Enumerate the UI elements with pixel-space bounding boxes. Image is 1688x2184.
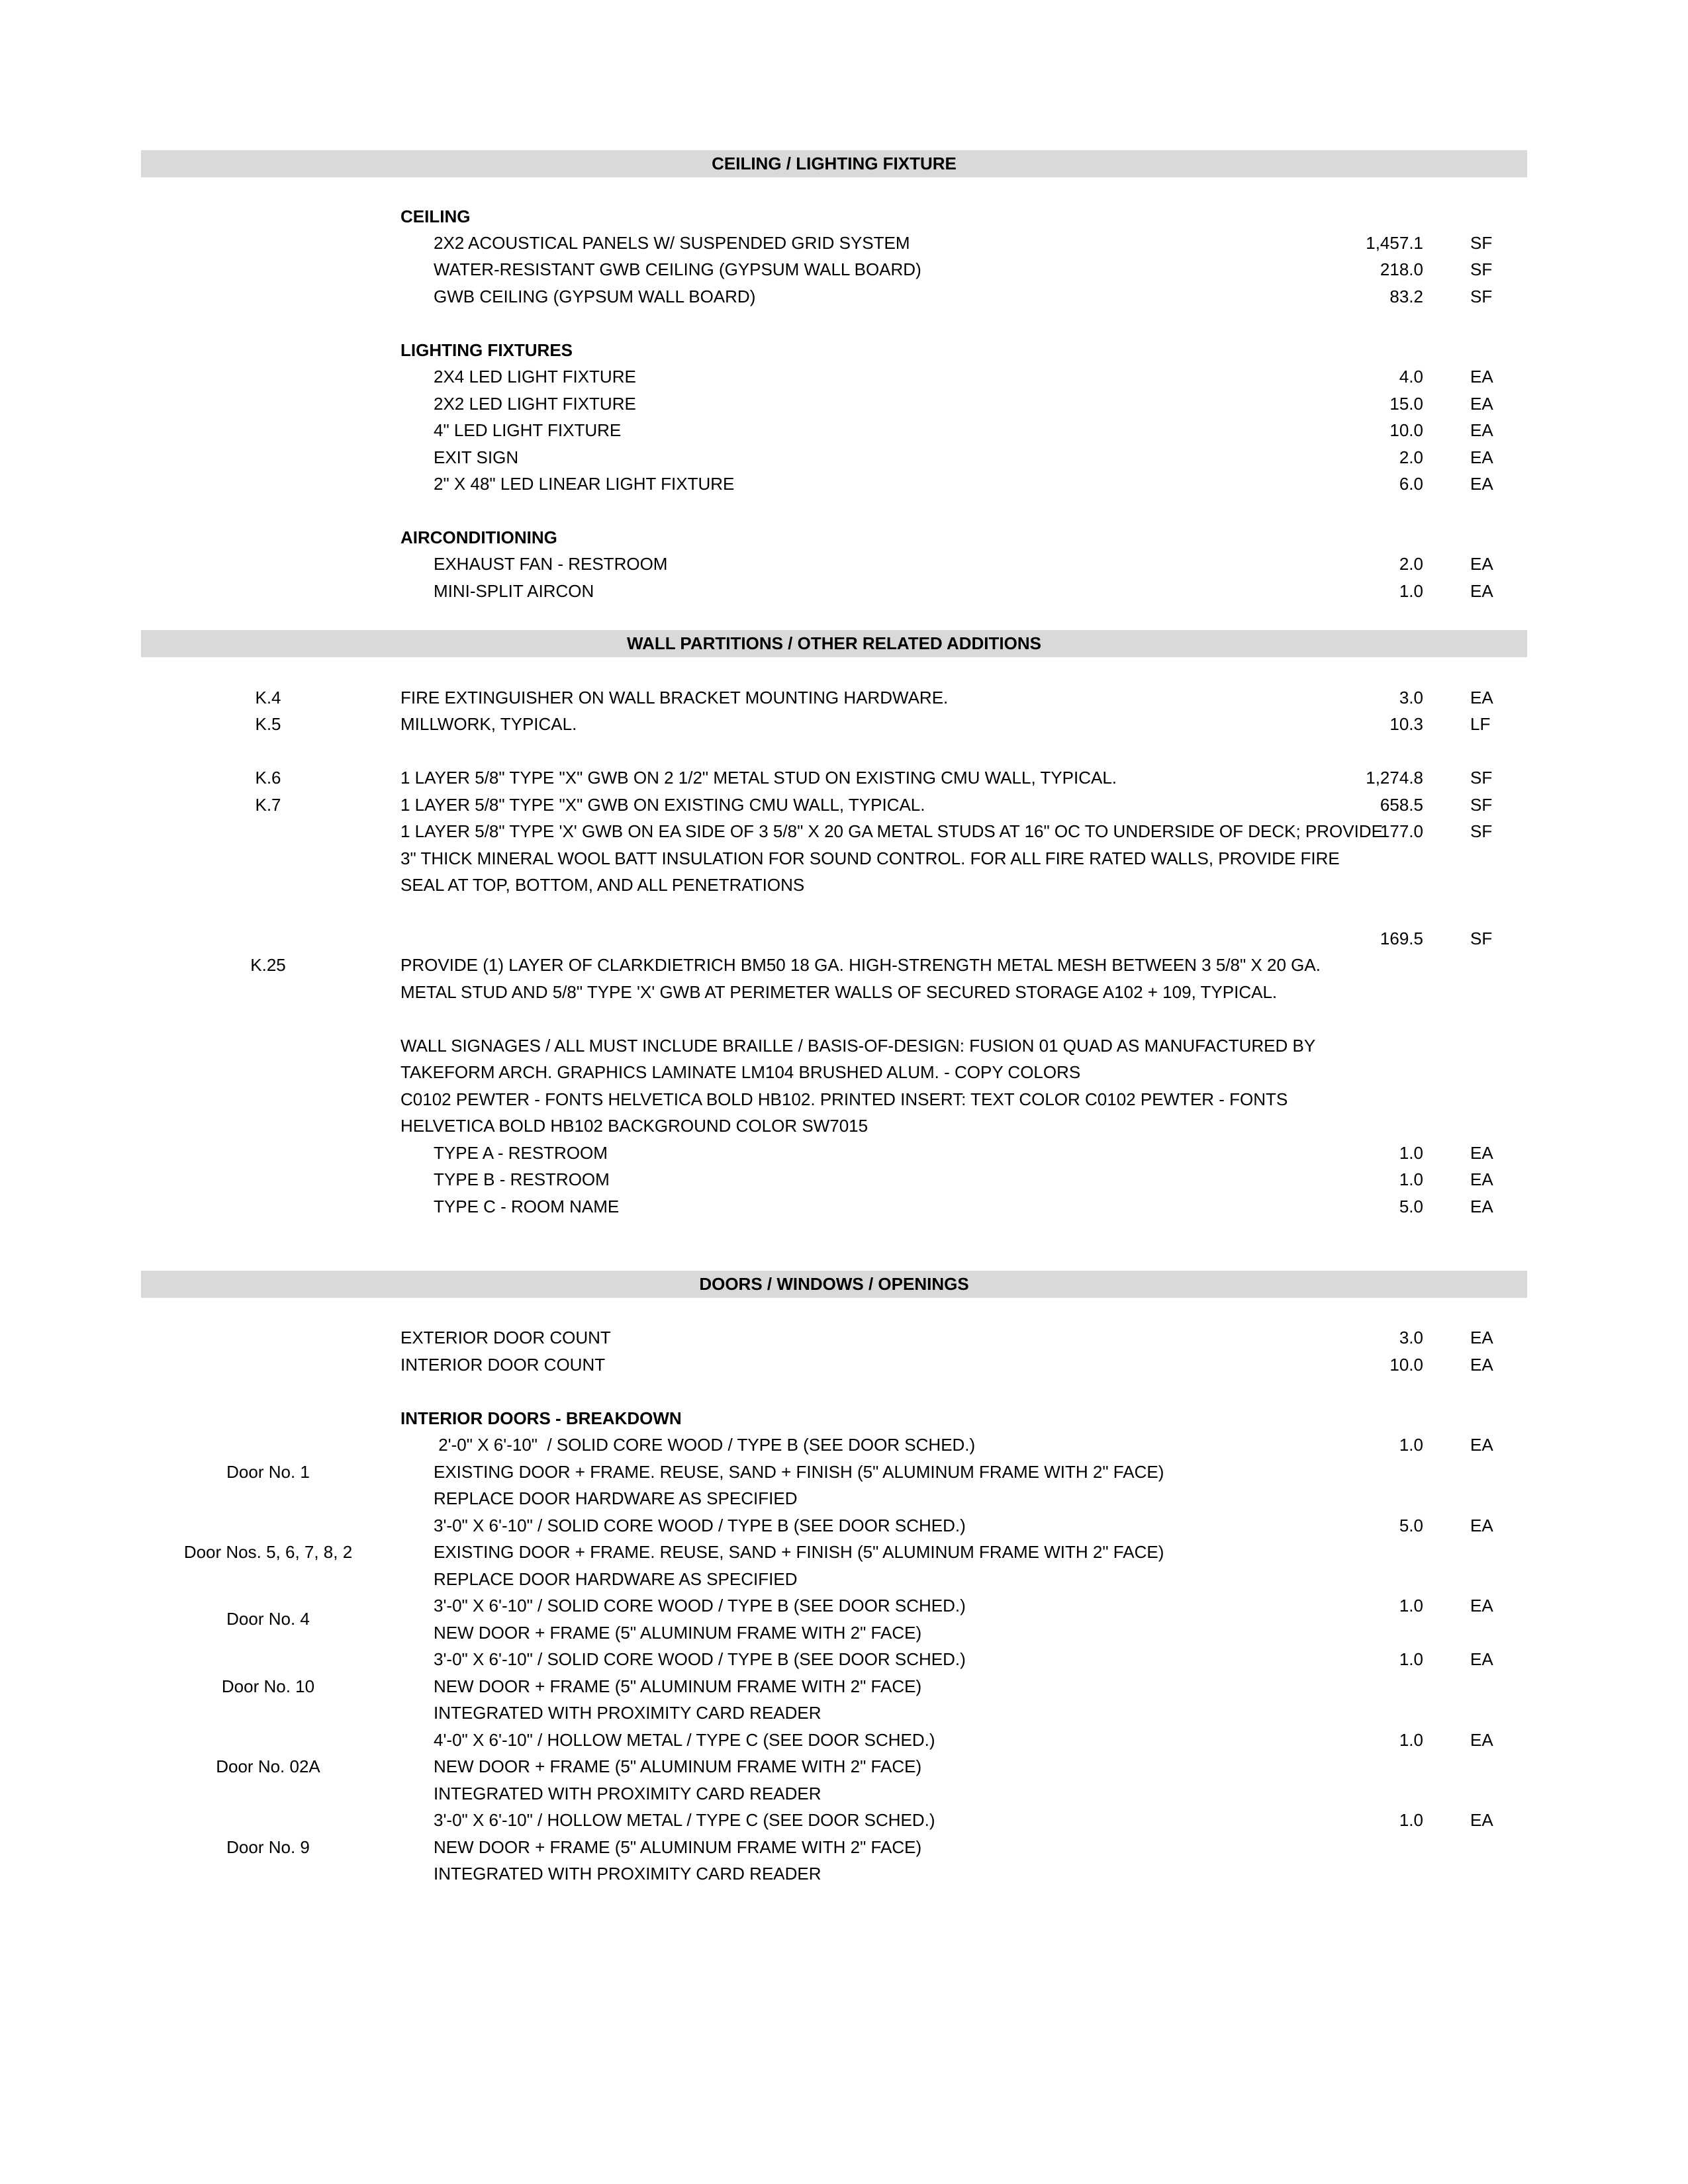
item-unit: EA	[1470, 1143, 1493, 1163]
aircon-row	[0, 578, 1688, 604]
item-desc: EXIT SIGN	[434, 447, 519, 467]
item-desc: GWB CEILING (GYPSUM WALL BOARD)	[434, 287, 756, 306]
ceiling-row	[0, 256, 1688, 283]
item-qty: 3.0	[1399, 688, 1423, 707]
wall-row-partition-cont	[0, 845, 1688, 872]
item-desc: FIRE EXTINGUISHER ON WALL BRACKET MOUNTING HARDWARE.	[400, 688, 949, 707]
signage-desc-row	[0, 1032, 1688, 1059]
item-desc: PROVIDE (1) LAYER OF CLARKDIETRICH BM50 18 GA. HIGH-STRENGTH METAL MESH BETWEEN 3 5/8" X 20 GA.	[400, 955, 1321, 975]
item-code: K.5	[255, 714, 281, 734]
item-qty: 658.5	[1380, 795, 1423, 815]
door-row	[0, 1700, 1688, 1726]
item-qty: 3.0	[1399, 1328, 1423, 1347]
item-desc: 3" THICK MINERAL WOOL BATT INSULATION FOR SOUND CONTROL. FOR ALL FIRE RATED WALLS, PROVIDE FIRE	[400, 848, 1340, 868]
door-spec: EXISTING DOOR + FRAME. REUSE, SAND + FINISH (5" ALUMINUM FRAME WITH 2" FACE)	[434, 1542, 1164, 1562]
item-qty: 1.0	[1399, 1730, 1423, 1750]
item-qty: 1.0	[1399, 1596, 1423, 1615]
section-title: CEILING / LIGHTING FIXTURE	[712, 154, 957, 173]
door-count-row	[0, 1324, 1688, 1351]
item-desc: 2" X 48" LED LINEAR LIGHT FIXTURE	[434, 474, 735, 494]
item-qty: 177.0	[1380, 821, 1423, 841]
door-label: Door No. 10	[221, 1676, 315, 1696]
door-breakdown-heading-row	[0, 1405, 1688, 1432]
item-unit: SF	[1470, 929, 1493, 948]
signage-row	[0, 1140, 1688, 1166]
door-row	[0, 1807, 1688, 1833]
wall-row-k25	[0, 952, 1688, 978]
door-spec: INTEGRATED WITH PROXIMITY CARD READER	[434, 1784, 821, 1803]
item-unit: LF	[1470, 714, 1491, 734]
door-spec: 3'-0" X 6'-10" / HOLLOW METAL / TYPE C (SEE DOOR SCHED.)	[434, 1810, 935, 1830]
door-label: Door No. 1	[226, 1462, 310, 1482]
item-qty: 5.0	[1399, 1197, 1423, 1216]
door-label: Door Nos. 5, 6, 7, 8, 2	[183, 1542, 353, 1562]
item-unit: EA	[1470, 688, 1493, 707]
door-spec: REPLACE DOOR HARDWARE AS SPECIFIED	[434, 1569, 798, 1589]
door-row	[0, 1834, 1688, 1860]
signage-row	[0, 1193, 1688, 1220]
item-unit: EA	[1470, 1355, 1493, 1375]
item-unit: SF	[1470, 795, 1493, 815]
door-row	[0, 1646, 1688, 1672]
wall-row-k25-cont	[0, 979, 1688, 1005]
item-desc: TYPE B - RESTROOM	[434, 1169, 610, 1189]
item-qty: 4.0	[1399, 367, 1423, 387]
door-spec: EXISTING DOOR + FRAME. REUSE, SAND + FINISH (5" ALUMINUM FRAME WITH 2" FACE)	[434, 1462, 1164, 1482]
wall-row-partition-cont	[0, 872, 1688, 898]
item-desc: 2X2 LED LIGHT FIXTURE	[434, 394, 636, 414]
item-desc: HELVETICA BOLD HB102 BACKGROUND COLOR SW7015	[400, 1116, 868, 1136]
lighting-row	[0, 444, 1688, 471]
item-unit: EA	[1470, 1649, 1493, 1669]
item-qty: 1,274.8	[1366, 768, 1423, 788]
item-code: K.25	[250, 955, 286, 975]
item-qty: 218.0	[1380, 259, 1423, 279]
item-desc: 4" LED LIGHT FIXTURE	[434, 420, 622, 440]
item-desc: EXHAUST FAN - RESTROOM	[434, 554, 668, 574]
signage-desc-row	[0, 1086, 1688, 1113]
item-code: K.4	[255, 688, 281, 707]
ceiling-row	[0, 230, 1688, 256]
door-breakdown-heading: INTERIOR DOORS - BREAKDOWN	[400, 1408, 682, 1428]
item-desc: MINI-SPLIT AIRCON	[434, 581, 594, 601]
door-spec: NEW DOOR + FRAME (5" ALUMINUM FRAME WITH 2" FACE)	[434, 1676, 922, 1696]
signage-desc-row	[0, 1113, 1688, 1139]
item-qty: 10.0	[1389, 420, 1423, 440]
door-spec: NEW DOOR + FRAME (5" ALUMINUM FRAME WITH 2" FACE)	[434, 1837, 922, 1857]
lighting-heading: LIGHTING FIXTURES	[400, 340, 573, 360]
door-row	[0, 1727, 1688, 1753]
door-row	[0, 1673, 1688, 1700]
item-code: K.7	[255, 795, 281, 815]
item-desc: 2X4 LED LIGHT FIXTURE	[434, 367, 636, 387]
ceiling-heading: CEILING	[400, 206, 471, 226]
item-unit: EA	[1470, 1169, 1493, 1189]
aircon-heading: AIRCONDITIONING	[400, 527, 557, 547]
item-unit: EA	[1470, 394, 1493, 414]
item-desc: WATER-RESISTANT GWB CEILING (GYPSUM WALL BOARD)	[434, 259, 921, 279]
section-title: WALL PARTITIONS / OTHER RELATED ADDITIONS	[627, 633, 1041, 653]
item-desc: 1 LAYER 5/8" TYPE 'X' GWB ON EA SIDE OF 3 5/8" X 20 GA METAL STUDS AT 16" OC TO UNDERSIDE OF DECK; PROVIDE	[400, 821, 1383, 841]
item-qty: 5.0	[1399, 1516, 1423, 1535]
item-unit: EA	[1470, 554, 1493, 574]
ceiling-row	[0, 283, 1688, 310]
item-qty: 1.0	[1399, 1143, 1423, 1163]
item-desc: TAKEFORM ARCH. GRAPHICS LAMINATE LM104 BRUSHED ALUM. - COPY COLORS	[400, 1062, 1081, 1082]
item-unit: EA	[1470, 1516, 1493, 1535]
item-desc: 2X2 ACOUSTICAL PANELS W/ SUSPENDED GRID SYSTEM	[434, 233, 910, 253]
door-label: Door No. 02A	[216, 1756, 320, 1776]
item-unit: EA	[1470, 1810, 1493, 1830]
section-title: DOORS / WINDOWS / OPENINGS	[699, 1274, 969, 1294]
item-desc: SEAL AT TOP, BOTTOM, AND ALL PENETRATIONS	[400, 875, 805, 895]
section-header-ceiling-lighting	[141, 150, 1527, 177]
door-spec: NEW DOOR + FRAME (5" ALUMINUM FRAME WITH 2" FACE)	[434, 1623, 922, 1643]
lighting-row	[0, 363, 1688, 390]
wall-row-k5	[0, 711, 1688, 737]
wall-row-k7	[0, 792, 1688, 818]
item-desc: 1 LAYER 5/8" TYPE "X" GWB ON 2 1/2" METAL STUD ON EXISTING CMU WALL, TYPICAL.	[400, 768, 1117, 788]
door-row	[0, 1566, 1688, 1592]
item-qty: 6.0	[1399, 474, 1423, 494]
item-unit: EA	[1470, 1328, 1493, 1347]
item-desc: WALL SIGNAGES / ALL MUST INCLUDE BRAILLE / BASIS-OF-DESIGN: FUSION 01 QUAD AS MANUFACTURED BY	[400, 1036, 1316, 1056]
item-qty: 15.0	[1389, 394, 1423, 414]
item-qty: 1.0	[1399, 581, 1423, 601]
door-row	[0, 1512, 1688, 1539]
door-row	[0, 1619, 1688, 1646]
item-code: K.6	[255, 768, 281, 788]
item-unit: EA	[1470, 1730, 1493, 1750]
item-unit: SF	[1470, 768, 1493, 788]
item-qty: 1.0	[1399, 1810, 1423, 1830]
item-qty: 169.5	[1380, 929, 1423, 948]
door-spec: 2'-0" X 6'-10" / SOLID CORE WOOD / TYPE B (SEE DOOR SCHED.)	[434, 1435, 976, 1455]
item-desc: MILLWORK, TYPICAL.	[400, 714, 577, 734]
item-qty: 83.2	[1389, 287, 1423, 306]
lighting-row	[0, 390, 1688, 417]
item-qty: 1.0	[1399, 1435, 1423, 1455]
item-unit: EA	[1470, 1197, 1493, 1216]
wall-row-partition	[0, 818, 1688, 844]
item-desc: TYPE A - RESTROOM	[434, 1143, 608, 1163]
door-spec: INTEGRATED WITH PROXIMITY CARD READER	[434, 1864, 821, 1884]
door-spec: NEW DOOR + FRAME (5" ALUMINUM FRAME WITH 2" FACE)	[434, 1756, 922, 1776]
lighting-heading-row	[0, 337, 1688, 363]
aircon-heading-row	[0, 524, 1688, 551]
item-desc: METAL STUD AND 5/8" TYPE 'X' GWB AT PERIMETER WALLS OF SECURED STORAGE A102 + 109, TYPICAL.	[400, 982, 1278, 1002]
item-unit: EA	[1470, 1596, 1493, 1615]
section-header-wall-partitions	[141, 630, 1527, 657]
door-spec: 3'-0" X 6'-10" / SOLID CORE WOOD / TYPE B (SEE DOOR SCHED.)	[434, 1649, 966, 1669]
door-label: Door No. 9	[226, 1837, 310, 1857]
lighting-row	[0, 471, 1688, 497]
door-row	[0, 1485, 1688, 1512]
item-qty: 10.3	[1389, 714, 1423, 734]
item-qty: 2.0	[1399, 554, 1423, 574]
door-spec: REPLACE DOOR HARDWARE AS SPECIFIED	[434, 1488, 798, 1508]
wall-row-k6	[0, 764, 1688, 791]
signage-desc-row	[0, 1059, 1688, 1085]
ceiling-heading-row	[0, 203, 1688, 230]
aircon-row	[0, 551, 1688, 577]
door-spec: 3'-0" X 6'-10" / SOLID CORE WOOD / TYPE B (SEE DOOR SCHED.)	[434, 1596, 966, 1615]
item-unit: EA	[1470, 581, 1493, 601]
item-unit: SF	[1470, 233, 1493, 253]
door-row	[0, 1860, 1688, 1887]
item-unit: EA	[1470, 474, 1493, 494]
item-unit: EA	[1470, 420, 1493, 440]
item-unit: SF	[1470, 287, 1493, 306]
door-row	[0, 1432, 1688, 1458]
item-unit: EA	[1470, 367, 1493, 387]
door-row	[0, 1459, 1688, 1485]
item-qty: 1.0	[1399, 1169, 1423, 1189]
door-label: Door No. 4	[226, 1609, 310, 1629]
signage-row	[0, 1166, 1688, 1193]
door-spec: INTEGRATED WITH PROXIMITY CARD READER	[434, 1703, 821, 1723]
item-desc: 1 LAYER 5/8" TYPE "X" GWB ON EXISTING CMU WALL, TYPICAL.	[400, 795, 925, 815]
section-header-doors-windows	[141, 1271, 1527, 1298]
door-spec: 3'-0" X 6'-10" / SOLID CORE WOOD / TYPE B (SEE DOOR SCHED.)	[434, 1516, 966, 1535]
door-count-row	[0, 1351, 1688, 1378]
door-row	[0, 1539, 1688, 1565]
door-row	[0, 1780, 1688, 1807]
item-qty: 1.0	[1399, 1649, 1423, 1669]
item-qty: 2.0	[1399, 447, 1423, 467]
item-desc: C0102 PEWTER - FONTS HELVETICA BOLD HB102. PRINTED INSERT: TEXT COLOR C0102 PEWTER - FONTS	[400, 1089, 1288, 1109]
wall-row-k4	[0, 684, 1688, 711]
item-desc: EXTERIOR DOOR COUNT	[400, 1328, 611, 1347]
item-qty: 10.0	[1389, 1355, 1423, 1375]
item-unit: SF	[1470, 821, 1493, 841]
door-spec: 4'-0" X 6'-10" / HOLLOW METAL / TYPE C (SEE DOOR SCHED.)	[434, 1730, 935, 1750]
door-row	[0, 1753, 1688, 1780]
item-qty: 1,457.1	[1366, 233, 1423, 253]
item-unit: EA	[1470, 1435, 1493, 1455]
item-unit: EA	[1470, 447, 1493, 467]
item-unit: SF	[1470, 259, 1493, 279]
lighting-row	[0, 417, 1688, 443]
item-desc: INTERIOR DOOR COUNT	[400, 1355, 606, 1375]
wall-row-k25-qty	[0, 925, 1688, 952]
item-desc: TYPE C - ROOM NAME	[434, 1197, 620, 1216]
